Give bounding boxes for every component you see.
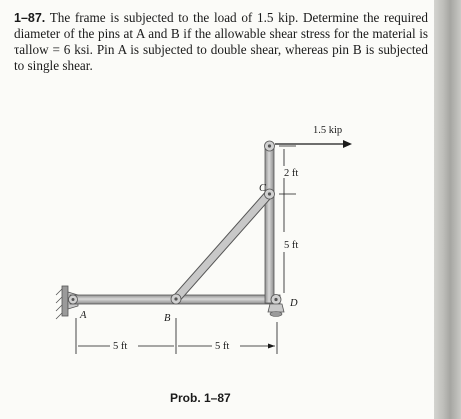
dim-right-label: 5 ft	[284, 240, 299, 251]
dim-left-label: 5 ft	[113, 341, 128, 352]
figure-caption: Prob. 1–87	[170, 391, 231, 405]
dim-top-label: 2 ft	[284, 168, 299, 179]
load-label: 1.5 kip	[313, 125, 343, 136]
label-c: C	[259, 183, 267, 194]
label-b: B	[164, 313, 171, 324]
pin-support-d	[268, 304, 284, 317]
problem-number: 1–87.	[14, 11, 46, 25]
horizontal-dimension-lines	[76, 318, 277, 354]
load-arrow	[275, 140, 352, 148]
label-d: D	[290, 298, 298, 309]
vertical-member	[265, 145, 274, 303]
page-binding-shadow	[434, 0, 461, 419]
problem-text: The frame is subjected to the load of 1.5 kip. Determine the required diameter of the pins at A and B if the allowable shear stress for the material is τallow = 6 ksi. Pin A is subjected to double shear, whereas pin B is subjected to single shear.	[14, 10, 428, 73]
dim-mid-label: 5 ft	[215, 341, 230, 352]
label-a: A	[80, 310, 87, 321]
